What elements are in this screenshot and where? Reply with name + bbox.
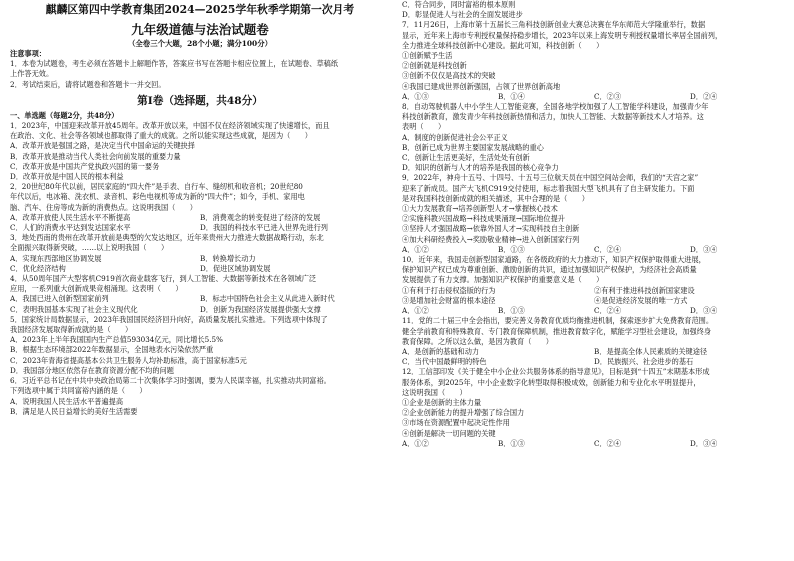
option: A．我国已进入创新型国家前列 (10, 294, 109, 304)
option: C．表明我国基本实现了社会主义现代化 (10, 304, 138, 314)
note-line: 2．考试结束后，请将试题卷和答题卡一并交回。 (10, 79, 166, 89)
question-3: 全面振兴取得新突破，……以上说明我国（ ） (10, 243, 169, 253)
statement: ④是促进经济发展的唯一方式 (594, 295, 688, 305)
option: A．是创新的基础和动力 (402, 346, 480, 356)
statement: ②实施科教兴国战略→科技成果涌现→国际地位提升 (402, 214, 565, 224)
option: D．民族振兴、社会进步的基石 (594, 357, 694, 367)
question-7: 显示，近年来上海市专利授权量保持稳步增长，2023年以来上海发明专利授权量增长率居全国前列， (402, 30, 723, 40)
option: B．创新已成为世界主要国家发展战略的重心 (402, 142, 544, 152)
question-1: 1．2023年，中国迎来改革开放45周年。改革开放以来，中国不仅在经济领域实现了快速增长，而且 (10, 121, 330, 131)
option: B．满足是人民日益增长的美好生活需要 (10, 406, 138, 416)
option: C．改革开放是中国共产党执政兴国的第一要务 (10, 161, 160, 171)
note-line: 1．本卷为试题卷，考生必须在答题卡上解题作答，答案应书写在答题卡相应位置上，在试题卷、草稿纸 (10, 59, 339, 69)
statement: ③创新不仅仅是高技术的突破 (402, 71, 496, 81)
option-row (10, 264, 390, 274)
question-11: 教育保障。之所以这么做，是因为教育（ ） (402, 336, 553, 346)
question-10: 保护知识产权已成为尊重创新、激励创新的共识，通过加强知识产权保护，为经济社会高质量 (402, 265, 697, 275)
option-row (10, 223, 390, 233)
option: C．人们的消费水平达到发达国家水平 (10, 223, 131, 233)
option: A．实现东西部地区协调发展 (10, 253, 102, 263)
option: C．2023年青海省提高基本公共卫生服务人均补助标准，高于国家标准5元 (10, 355, 247, 365)
statement: ④加大科研经费投入→奖励敬业精神→进入创新国家行列 (402, 234, 580, 244)
option: C．当代中国最鲜明的特色 (402, 357, 487, 367)
option-row (402, 245, 786, 255)
option: D．我国的科技水平已进入世界先进行列 (200, 223, 328, 233)
option: A．①② (402, 306, 429, 316)
option: B．根据生态环境部2022年数据显示，全国地表水污染依然严重 (10, 345, 214, 355)
question-11: 健全学前教育和特殊教育、专门教育保障机制，推进教育数字化，赋能学习型社会建设，加强终身 (402, 326, 712, 336)
question-8: 8．自动驾驶机器人中小学生人工智能竞赛，全国各地学校加强了人工智能学科建设，加强青少年 (402, 102, 709, 112)
option: D．②④ (690, 91, 718, 101)
question-6: 6．习近平总书记在中共中央政治局第二十次集体学习时强调，要为人民谋幸福，扎实推动共同富裕。 (10, 376, 331, 386)
question-12: 这说明我国（ ） (402, 387, 467, 397)
exam-subtitle: 九年级道德与法治试题卷 (131, 22, 269, 37)
option: D．③④ (690, 438, 718, 448)
statement: ①企业是创新的主体力量 (402, 397, 482, 407)
option: B．是提高全体人民素质的关键途径 (594, 346, 708, 356)
option-row (10, 305, 390, 315)
option: D．我国部分地区依然存在教育资源分配不均的问题 (10, 365, 174, 375)
question-8: 表明（ ） (402, 122, 446, 132)
statement: ③是增加社会财富的根本途径 (402, 295, 496, 305)
statement: ④创新是解决一切问题的关键 (402, 428, 496, 438)
option: D．③④ (690, 244, 718, 254)
question-9: 迎来了新成员。国产大飞机C919交付使用，标志着我国大型飞机具有了自主研发能力。下面 (402, 183, 695, 193)
statement: ②有利于推进科技创新国家建设 (594, 285, 695, 295)
right-column (402, 0, 786, 561)
question-7: 7．11月26日，上海市第十五届长三角科技创新创业大赛总决赛在华东师范大学隆重举行，数据 (402, 20, 706, 30)
exam-meta: （全卷三个大题，28个小题；满分100分） (128, 39, 272, 48)
option-row (402, 347, 786, 357)
option: A．①② (402, 244, 429, 254)
question-4: 4．从50周年国产大型客机C919首次商业载客飞行，到人工智能、大数据等新技术在各领域广泛 (10, 274, 317, 284)
option: A．制度的创新促进社会公平正义 (402, 132, 508, 142)
statement: ③坚持人才强国战略→依靠外国人才→实现科技自主创新 (402, 224, 580, 234)
question-2: 年代以后，电冰箱、洗衣机、录音机、彩色电视机等成为新的“四大件”；如今，手机、家用电 (10, 192, 305, 202)
question-4: 应用，一系列重大创新成果竞相涌现。这表明（ ） (10, 284, 183, 294)
option: B．标志中国特色社会主义从此进入新时代 (200, 294, 335, 304)
question-9: 是对我国科技创新成就的相关描述，其中合理的是（ ） (402, 193, 589, 203)
question-6: 下列选项中属于共同富裕内涵的是（ ） (10, 386, 147, 396)
option: C．②④ (594, 306, 622, 316)
question-10: 发展提供了有力支撑。加强知识产权保护的重要意义是（ ） (402, 275, 604, 285)
option-row (402, 92, 786, 102)
statement: ④我国已建成世界创新强国，占领了世界创新高地 (402, 81, 561, 91)
option-row (10, 254, 390, 264)
option: B．①④ (498, 91, 525, 101)
option: B．转换增长动力 (200, 253, 256, 263)
option: C．②④ (594, 438, 622, 448)
option: A．①② (402, 438, 429, 448)
question-9: 9．2022年，神舟十五号、十四号、十五号三位航天员在中国空间站会师，我们的“天宫之家” (402, 173, 699, 183)
question-2: 脑、汽车、住房等成为新的消费热点。这说明我国（ ） (10, 202, 197, 212)
option-row (402, 357, 786, 367)
option: B．①③ (498, 244, 525, 254)
section-title: 一、单选题（每题2分，共48分） (10, 110, 119, 120)
option: D．彰显促进人与社会的全面发展进步 (402, 10, 523, 20)
option: B．消费观念的转变促进了经济的发展 (200, 212, 321, 222)
option: A．2023年上半年我国国内生产总值593034亿元，同比增长5.5% (10, 335, 223, 345)
statement: ①有利于打击侵权盗版的行为 (402, 285, 496, 295)
question-2: 2．20世纪80年代以前，居民家庭的“四大件”是手表、自行车、缝纫机和收音机；20世纪80 (10, 182, 303, 192)
question-8: 科技创新教育，激发青少年科技创新热情和活力，加快人工智能、大数据等新技术人才培养。这 (402, 112, 704, 122)
option: B．①③ (498, 306, 525, 316)
option: D．知识的创新与人才的培养是我国的核心竞争力 (402, 163, 559, 173)
note-line: 上作答无效。 (10, 69, 54, 79)
left-column (10, 0, 390, 561)
option: D．改革开放是中国人民的根本利益 (10, 172, 124, 182)
statement: ③市场在资源配置中起决定性作用 (402, 418, 510, 428)
statement: ①创新赋予生活 (402, 51, 453, 61)
option-row (10, 294, 390, 304)
option: C．创新让生活更美好，生活处处有创新 (402, 153, 530, 163)
option: D．③④ (690, 306, 718, 316)
option: D．促进区域协调发展 (200, 263, 271, 273)
question-12: 服务体系，到2025年，中小企业数字化转型取得积极成效，创新能力和专业化水平明显提升， (402, 377, 701, 387)
question-5: 我国经济发展取得新成就的是（ ） (10, 325, 133, 335)
question-5: 5．国家统计局数据显示，2023年我国国民经济回升向好，高质量发展扎实推进。下列选项中体现了 (10, 314, 328, 324)
option: D．创新为我国经济发展提供强大支撑 (200, 304, 321, 314)
option: C．符合同步，同时富裕的根本原则 (402, 0, 516, 9)
question-7: 全力推进全球科技创新中心建设。据此可知，科技创新（ ） (402, 40, 604, 50)
exam-title: 麒麟区第四中学教育集团2024—2025学年秋季学期第一次月考 (45, 3, 355, 16)
option: B．①③ (498, 438, 525, 448)
question-12: 12．工信部印发《关于健全中小企业公共服务体系的指导意见》，目标是到“十四五”末期基本形成 (402, 367, 710, 377)
option: C．②④ (594, 244, 622, 254)
notes-title: 注意事项： (10, 49, 46, 58)
option: A．①③ (402, 91, 429, 101)
statement: ①大力发展教育→培养创新型人才→掌握核心技术 (402, 204, 558, 214)
option: C．优化经济结构 (10, 263, 66, 273)
option: A．说明我国人民生活水平普遍提高 (10, 396, 124, 406)
option: C．②③ (594, 91, 622, 101)
option: A．改革开放使人民生活水平不断提高 (10, 212, 131, 222)
question-1: 在政治、文化、社会等各领域也都取得了重大的成就。之所以能实现这些成就，是因为（ ） (10, 131, 312, 141)
statement-row (402, 296, 786, 306)
question-3: 3．地处西南的贵州在改革开放前是典型的欠发达地区，近年来贵州大力推进大数据战略行动，东北 (10, 233, 324, 243)
option-row (402, 306, 786, 316)
option: A．改革开放是强国之路，是决定当代中国命运的关键抉择 (10, 141, 195, 151)
statement-row (402, 286, 786, 296)
option: B．改革开放是推动当代人类社会向前发展的重要力量 (10, 151, 181, 161)
option-row (402, 439, 786, 449)
statement: ②企业创新能力的提升增强了综合国力 (402, 408, 525, 418)
question-11: 11．党的二十届三中全会指出，要完善义务教育优质均衡推进机制，探索逐步扩大免费教育范围。 (402, 316, 714, 326)
question-10: 10．近年来，我国走创新型国家道路，在各级政府的大力推动下，知识产权保护取得重大进展， (402, 255, 706, 265)
option-row (10, 213, 390, 223)
part-heading: 第Ⅰ卷（选择题，共48分） (137, 94, 263, 107)
statement: ②创新就是科技创新 (402, 61, 467, 71)
